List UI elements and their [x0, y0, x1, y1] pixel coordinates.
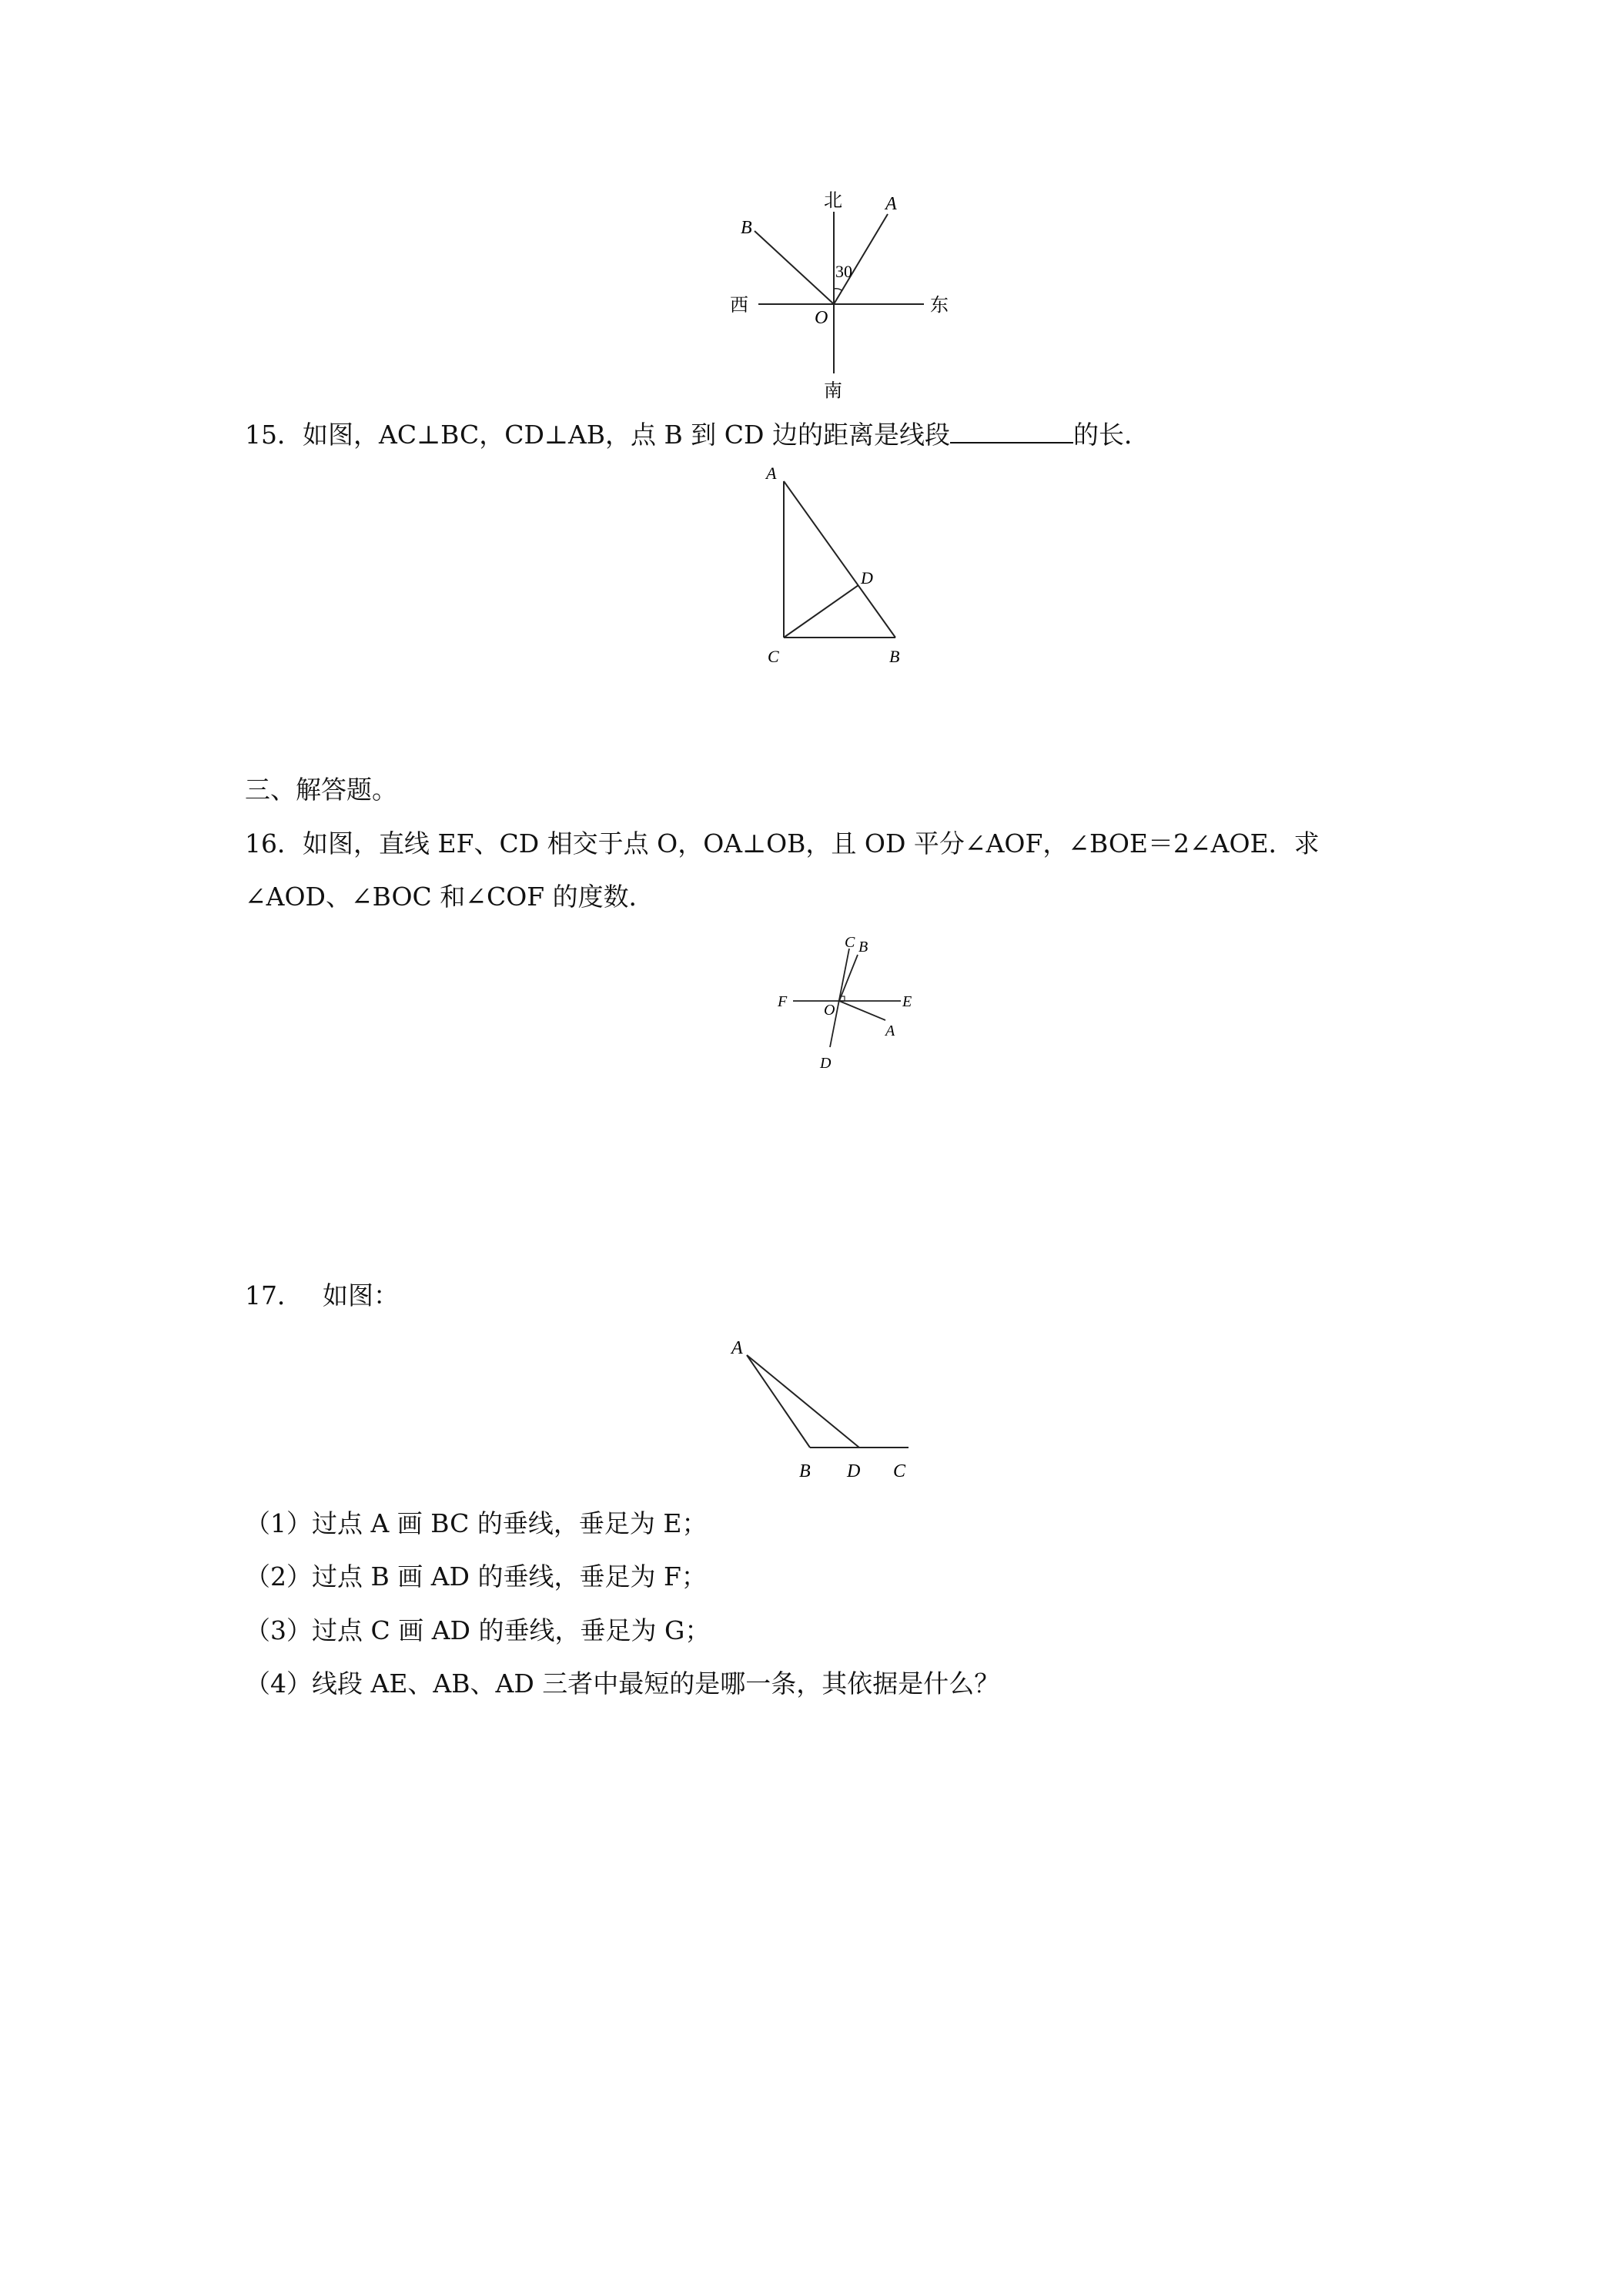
angle-arc: [834, 289, 842, 291]
segment-CD: [784, 585, 858, 638]
label-O: O: [824, 1002, 835, 1019]
ray-OB: [839, 955, 858, 1001]
label-B: B: [741, 218, 752, 238]
question-17-item-2: （2）过点 B 画 AD 的垂线，垂足为 F；: [245, 1561, 707, 1591]
question-15-number: 15．: [245, 420, 303, 450]
label-D: D: [847, 1461, 861, 1481]
label-C: C: [893, 1461, 906, 1481]
question-17-item-4: （4）线段 AE、AB、AD 三者中最短的是哪一条，其依据是什么？: [245, 1668, 1000, 1699]
figure-triangle-15: [758, 462, 924, 670]
label-south: 南: [824, 381, 842, 400]
label-E: E: [902, 993, 912, 1010]
label-north: 北: [824, 191, 842, 211]
ray-OB: [755, 231, 834, 304]
label-angle: 30: [835, 262, 852, 281]
label-west: 西: [730, 296, 748, 316]
label-B: B: [799, 1461, 811, 1481]
figure-compass: [716, 185, 970, 400]
question-15: [245, 416, 1149, 453]
figure-intersecting-lines: [770, 932, 939, 1078]
question-17: [245, 1278, 399, 1314]
figure-triangle-17: [716, 1332, 932, 1486]
label-O: O: [815, 308, 828, 328]
label-B: B: [858, 939, 868, 956]
side-AB: [784, 481, 895, 638]
question-16-line1: 16．如图，直线 EF、CD 相交于点 O，OA⊥OB，且 OD 平分∠AOF，∠BOE＝2∠AOE．求: [245, 828, 1320, 858]
label-C: C: [845, 934, 855, 951]
label-D: D: [861, 568, 873, 587]
label-F: F: [778, 993, 788, 1010]
label-D: D: [820, 1055, 832, 1072]
question-15-text-after: 的长．: [1073, 420, 1149, 450]
question-17-item-3: （3）过点 C 画 AD 的垂线，垂足为 G；: [245, 1615, 711, 1645]
segment-AB: [747, 1355, 810, 1448]
question-17-item-1: （1）过点 A 画 BC 的垂线，垂足为 E；: [245, 1508, 708, 1538]
section-title: 三、解答题。: [245, 775, 397, 805]
label-east: 东: [930, 296, 949, 316]
question-17-text: 如图：: [323, 1280, 399, 1310]
question-17-number: 17．: [245, 1280, 303, 1310]
question-15-text-before: 如图，AC⊥BC，CD⊥AB，点 B 到 CD 边的距离是线段: [303, 420, 950, 450]
label-A: A: [885, 1022, 895, 1039]
label-C: C: [768, 647, 779, 666]
label-B: B: [889, 647, 900, 666]
answer-blank[interactable]: [950, 416, 1073, 443]
question-16-line2: ∠AOD、∠BOC 和∠COF 的度数．: [245, 882, 654, 912]
label-A: A: [885, 194, 897, 214]
label-A: A: [766, 464, 777, 483]
ray-OA: [839, 1001, 885, 1020]
label-A: A: [731, 1338, 743, 1358]
segment-AD: [747, 1355, 859, 1448]
